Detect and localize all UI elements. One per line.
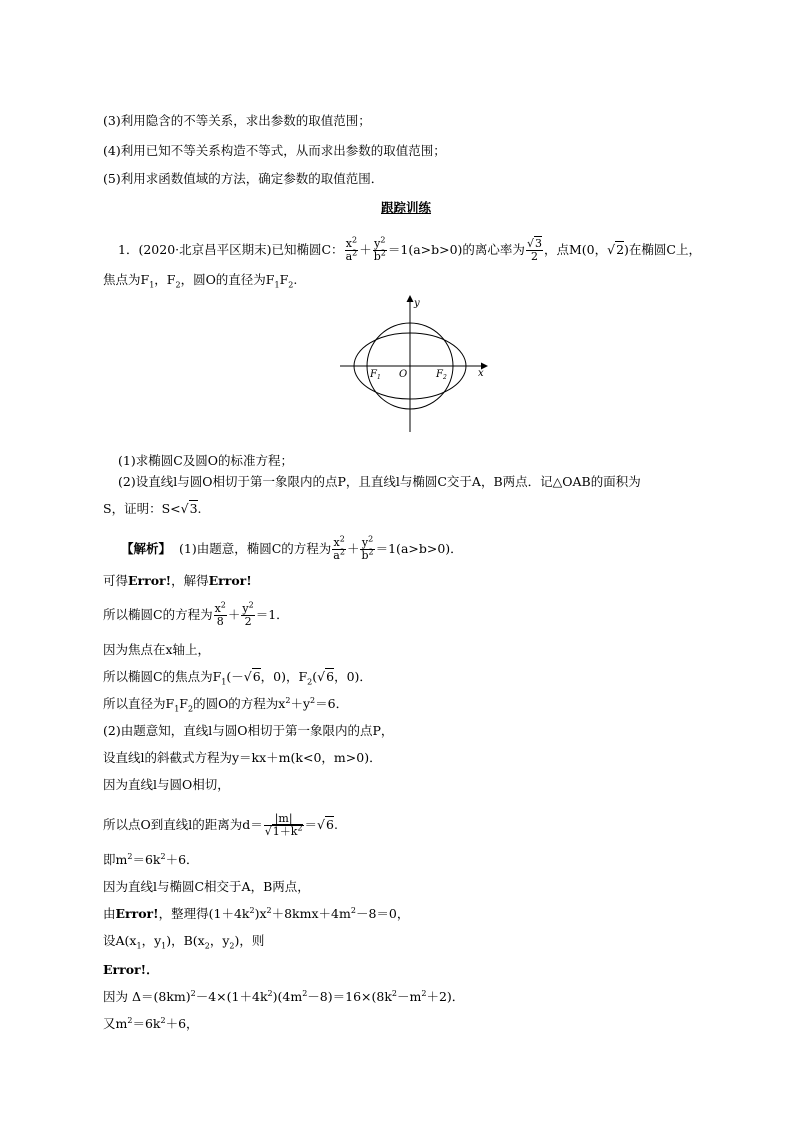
f2-label: $F_2$ [436,369,447,381]
solution-line-10: 所以点O到直线l的距离为d＝ $\frac{|m|}{√1+k^2}$ ＝√6. [103,812,338,838]
y-axis-label: y [414,298,420,309]
frac-x2-a2: $\frac{x^2}{a^2}$ [345,235,358,263]
problem-line-1: 1．(2020·北京昌平区期末)已知椭圆C： $\frac{x^2}{a^2}$ ＋ $\frac{y^2}{b^2}$ ＝1(a>b>0)的离心率为 $\frac{√3}{2}$ ，点M(0，√2)在椭圆C上， [118,235,701,263]
question-2-cont: S，证明：S<√3. [103,501,202,516]
solution-line-8: 设直线l的斜截式方程为y＝kx＋m(k<0，m>0)． [103,750,382,765]
solution-line-1: 【解析】 (1)由题意，椭圆C的方程为 $\frac{x^2}{a^2}$ ＋ $\frac{y^2}{b^2}$ ＝1(a>b>0)． [121,534,463,562]
question-2: (2)设直线l与圆O相切于第一象限内的点P，且直线l与椭圆C交于A，B两点．记△OAB的面积为 [118,474,641,489]
solution-line-9: 因为直线l与圆O相切， [103,777,230,792]
solution-line-15: Error!． [103,962,159,977]
intro-item-4: (4)利用已知不等关系构造不等式，从而求出参数的取值范围； [103,143,446,158]
solution-tag: 【解析】 [121,541,172,556]
solution-line-7: (2)由题意知，直线l与圆O相切于第一象限内的点P， [103,723,394,738]
solution-line-6: 所以直径为$F_1F_2$的圆O的方程为$x^2+y^2=6$． [103,695,349,714]
problem-line-2: 焦点为$F_1$，$F_2$，圆O的直径为$F_1F_2$. [103,272,298,290]
frac-y2-b2: $\frac{y^2}{b^2}$ [373,235,386,263]
solution-line-11: 即$m^2=6k^2+6$． [103,851,199,867]
frac-x2-8: $\frac{x^2}{8}$ [214,600,226,628]
question-1: (1)求椭圆C及圆O的标准方程； [118,453,294,468]
x-axis-label: x [478,368,484,379]
origin-label: O [399,369,408,380]
solution-line-16: 因为 $\Delta=(8km)^2-4\times(1+4k^2)(4m^2-8)=16\times(8k^2-m^2+2)$． [103,988,465,1004]
solution-line-4: 因为焦点在x轴上， [103,642,211,657]
frac-sqrt3-2: $\frac{√3}{2}$ [526,237,542,263]
y-axis-arrow-icon [407,295,414,302]
frac-y2-b2-sol: $\frac{y^2}{b^2}$ [361,534,374,562]
solution-line-12: 因为直线l与椭圆C相交于A，B两点， [103,879,310,894]
solution-line-17: 又$m^2=6k^2+6$， [103,1015,199,1031]
solution-line-13: 由Error!，整理得$(1+4k^2)x^2+8kmx+4m^2-8=0$， [103,905,410,921]
problem-prefix: 1．(2020·北京昌平区期末)已知椭圆C： [118,242,344,257]
solution-line-14: 设$A(x_1$，$y_1$)，$B(x_2$，$y_2$)，则 [103,933,265,951]
solution-line-3: 所以椭圆C的方程为 $\frac{x^2}{8}$ ＋ $\frac{y^2}{2}$ ＝1． [103,600,289,628]
frac-distance: $\frac{|m|}{√1+k^2}$ [264,812,303,838]
frac-x2-a2-sol: $\frac{x^2}{a^2}$ [333,534,345,562]
solution-line-2: 可得Error!，解得Error! [103,573,252,588]
section-heading: 跟踪训练 [381,200,432,215]
frac-y2-2: $\frac{y^2}{2}$ [242,600,254,628]
solution-line-5: 所以椭圆C的焦点为$F_1(-√6$，0)，$F_2(√6$，0)． [103,669,372,687]
ellipse-circle-figure [338,292,488,434]
intro-item-3: (3)利用隐含的不等关系，求出参数的取值范围； [103,113,371,128]
f1-label: $F_1$ [370,369,381,381]
problem-eq-rhs: ＝1(a>b>0)的离心率为 [387,242,525,257]
intro-item-5: (5)利用求函数值域的方法，确定参数的取值范围． [103,171,384,186]
